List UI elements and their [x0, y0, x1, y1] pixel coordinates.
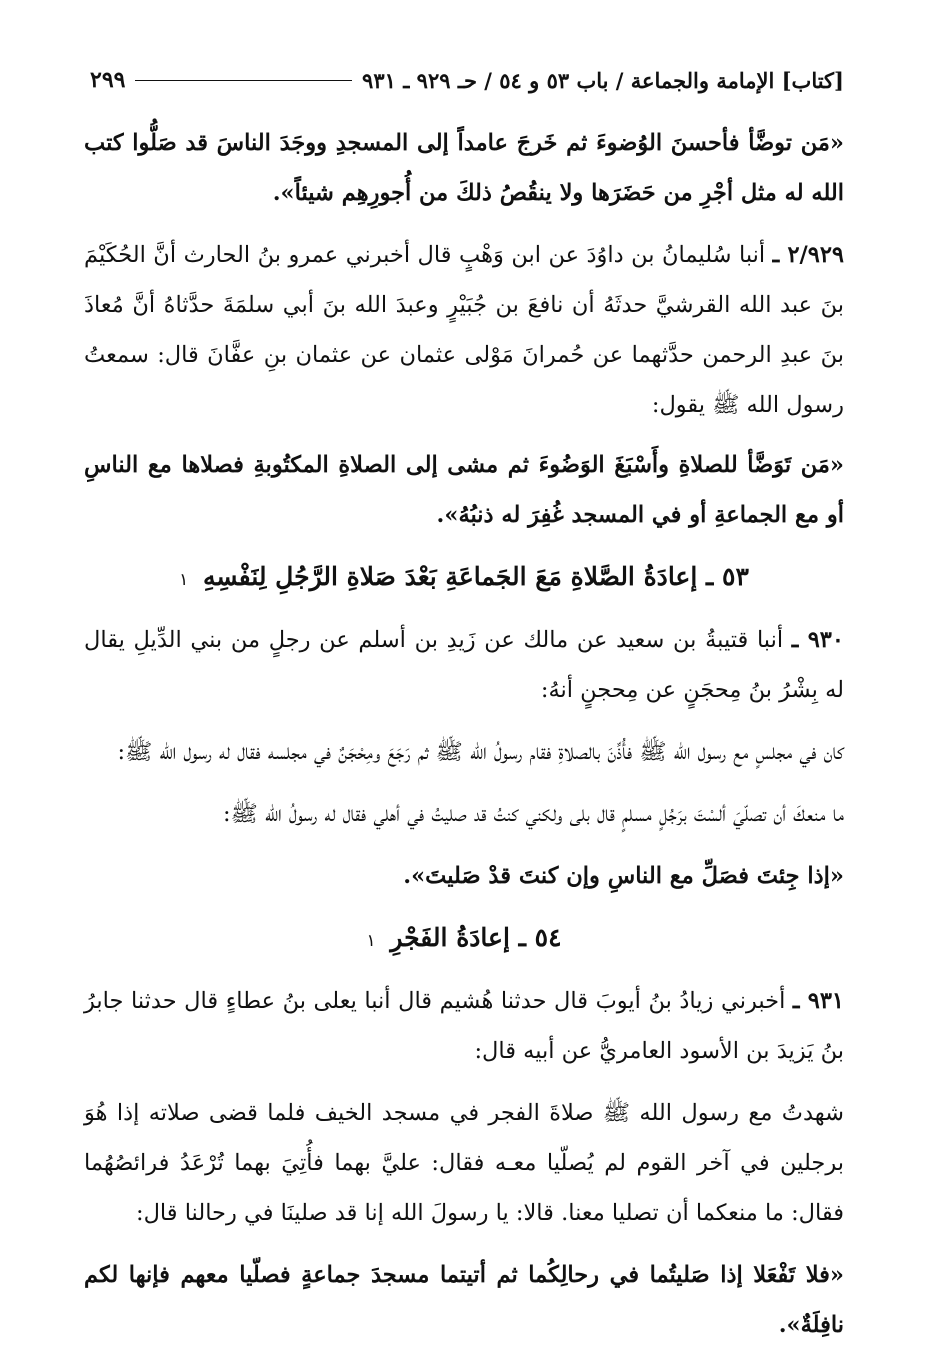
quote-text: «فلا تَفْعَلا إذا صَليتُما في رحالِكُما ثم أتيتما مسجدَ جماعةٍ فصلّيا معهم فإنها لكم نافِلَةٌ».: [84, 1262, 844, 1338]
running-title: [كتاب] الإمامة والجماعة / باب ٥٣ و ٥٤ / حـ ٩٢٩ ـ ٩٣١: [362, 67, 844, 93]
hadith-number: ٩٣٠ ـ: [791, 627, 844, 653]
footnote-mark: ١: [179, 570, 189, 590]
narrative-text: ما منعكَ أن تصلّيَ ألسْتَ برَجُلٍ مسلمٍ قال بلى ولكني كنتُ قد صليتُ في أهلي فقال له رسولُ الله ﷺ:: [223, 801, 844, 827]
hadith-quote-4: [84, 1250, 844, 1350]
chapter-heading-54: [84, 913, 844, 966]
hadith-number: ٢/٩٢٩ ـ: [772, 242, 844, 268]
isnad-text: أخبرني زيادُ بنُ أيوبَ قال حدثنا هُشيم قال أنبا يعلى بنُ عطاءٍ قال حدثنا جابرُ بنُ يَزيدَ بن الأسود العامريُّ عن أبيه قال:: [84, 988, 844, 1064]
hadith-929-2: [84, 230, 844, 430]
running-header: [90, 60, 844, 100]
narrative-paragraph-3: [84, 1088, 844, 1238]
hadith-931: [84, 976, 844, 1076]
hadith-quote-2: [84, 440, 844, 540]
isnad-text: أنبا سُليمانُ بن داوُدَ عن ابن وَهْبٍ قال أخبرني عمرو بنُ الحارث أنَّ الحُكَيْمَ بنَ عبد الله القرشيَّ حدثَهُ أن نافعَ بن جُبَيْرٍ وعبدَ الله بنَ أبي سلمَةَ حدَّثاهُ أنَّ مُعاذَ بنَ عبدِ الرحمن حدَّثهما عن حُمرانَ مَوْلى عثمان عن عثمان بنِ عفَّانَ قال: سمعتُ رسول الله ﷺ يقول:: [84, 242, 844, 418]
page-number: ٢٩٩: [90, 67, 126, 93]
quote-text: «مَن تَوَضَّأ للصلاةِ وأَسْبَغَ الوَضُوءَ ثم مشى إلى الصلاةِ المكتُوبةِ فصلاها مع الناسِ أو مع الجماعةِ أو في المسجد غُفِرَ له ذنبُهُ».: [84, 452, 844, 528]
quote-text: «مَن توضَّأ فأحسنَ الوُضوءَ ثم خَرجَ عامداً إلى المسجدِ ووجَدَ الناسَ قد صَلُّوا كتب الله له مثل أجْرِ من حَضَرَها ولا ينقُصُ ذلكَ من أُجورِهِم شيئاً».: [84, 130, 844, 206]
hadith-number: ٩٣١ ـ: [792, 988, 844, 1014]
isnad-text: أنبا قتيبةُ بن سعيد عن مالك عن زَيدِ بن أسلم عن رجلٍ من بني الدِّيلِ يقال له بِشْرُ بنُ مِحجَنٍ عن مِحجنٍ أنهُ:: [84, 627, 844, 703]
chapter-title: ٥٤ ـ إعادَةُ الفَجْرِ: [390, 923, 562, 952]
header-rule: [135, 80, 352, 81]
narrative-paragraph-2: [84, 789, 844, 839]
hadith-quote-1: [84, 118, 844, 218]
narrative-text: شهدتُ مع رسول الله ﷺ صلاةَ الفجر في مسجد الخيف فلما قضى صلاته إذا هُوَ برجلين في آخر القوم لم يُصلّيا معـه فقال: عليَّ بهما فأُتِيَ بهما تُرْعَدُ فرائصُهُما فقال: ما منعكما أن تصليا معنا. قالا: يا رسولَ الله إنا قد صلينَا في رحالنا قال:: [84, 1100, 844, 1226]
narrative-paragraph-1: [84, 727, 844, 777]
chapter-title: ٥٣ ـ إعادَةُ الصَّلاةِ مَعَ الجَماعَةِ بَعْدَ صَلاةِ الرَّجُلِ لِنَفْسِهِ: [202, 562, 749, 591]
chapter-heading-53: [84, 552, 844, 605]
hadith-930: [84, 615, 844, 715]
narrative-text: كان في مجلسٍ مع رسول الله ﷺ فأُذِّنَ بالصلاةِ فقام رسولُ الله ﷺ ثم رَجَعَ ومِحْجَنٌ في مجلسه فقال له رسول الله ﷺ:: [117, 739, 844, 765]
footnote-mark: ١: [366, 931, 376, 951]
quote-text: «إذا جِئتَ فصَلِّ مع الناسِ وإن كنتَ قدْ صَليتَ».: [403, 863, 844, 889]
hadith-quote-3: [84, 851, 844, 901]
page-body: [84, 118, 844, 1362]
